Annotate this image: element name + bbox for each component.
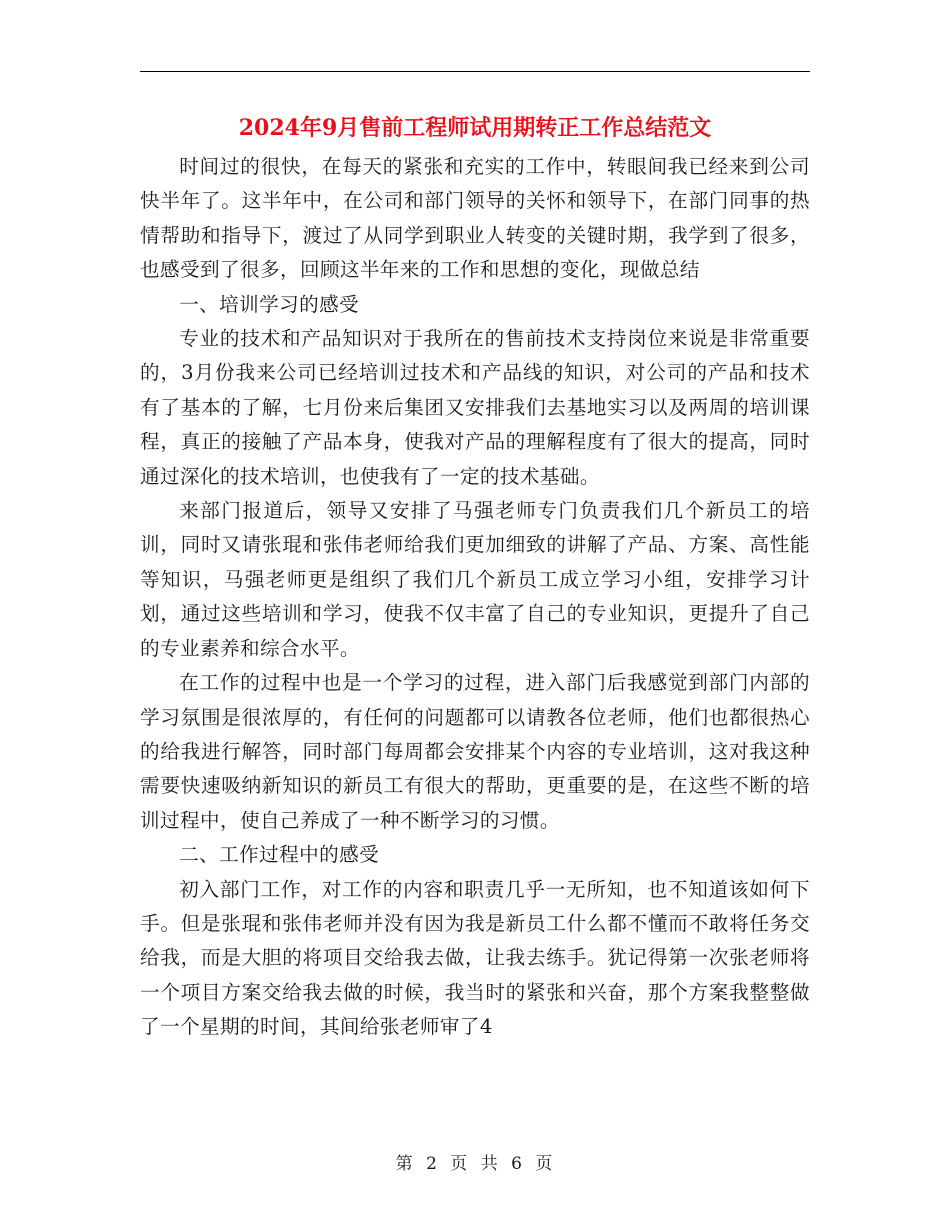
section-heading-work: 二、工作过程中的感受 [179, 843, 380, 867]
paragraph-training-1: 专业的技术和产品知识对于我所在的售前技术支持岗位来说是非常重要的，3月份我来公司已经培训过技术和产品线的知识，对公司的产品和技术有了基本的了解，七月份来后集团又安排我们去基地实习以及两周的培训课程，真正的接触了产品本身，使我对产品的理解程度有了很大的提高，同时通过深化的技术培训，也使我有了一定的技术基础。 [140, 327, 810, 488]
paragraph-intro: 时间过的很快，在每天的紧张和充实的工作中，转眼间我已经来到公司快半年了。这半年中，在公司和部门领导的关怀和领导下，在部门同事的热情帮助和指导下，渡过了从同学到职业人转变的关键时期，我学到了很多，也感受到了很多，回顾这半年来的工作和思想的变化，现做总结 [140, 155, 810, 282]
section-heading-training: 一、培训学习的感受 [179, 292, 360, 316]
paragraph-training-3: 在工作的过程中也是一个学习的过程，进入部门后我感觉到部门内部的学习氛围是很浓厚的，有任何的问题都可以请教各位老师，他们也都很热心的给我进行解答，同时部门每周都会安排某个内容的专业培训，这对我这种需要快速吸纳新知识的新员工有很大的帮助，更重要的是，在这些不断的培训过程中，使自己养成了一种不断学习的习惯。 [140, 671, 810, 832]
paragraph-training-2: 来部门报道后，领导又安排了马强老师专门负责我们几个新员工的培训，同时又请张琨和张伟老师给我们更加细致的讲解了产品、方案、高性能等知识，马强老师更是组织了我们几个新员工成立学习小组，安排学习计划，通过这些培训和学习，使我不仅丰富了自己的专业知识，更提升了自己的专业素养和综合水平。 [140, 499, 810, 660]
document-body [140, 150, 810, 1045]
document-title: 2024年9月售前工程师试用期转正工作总结范文 [238, 115, 712, 141]
paragraph-work-1: 初入部门工作，对工作的内容和职责几乎一无所知，也不知道该如何下手。但是张琨和张伟老师并没有因为我是新员工什么都不懂而不敢将任务交给我，而是大胆的将项目交给我去做，让我去练手。犹记得第一次张老师将一个项目方案交给我去做的时候，我当时的紧张和兴奋，那个方案我整整做了一个星期的时间，其间给张老师审了4 [140, 877, 810, 1039]
header-rule [140, 71, 810, 72]
page-number: 第 2 页 共 6 页 [395, 1154, 555, 1174]
